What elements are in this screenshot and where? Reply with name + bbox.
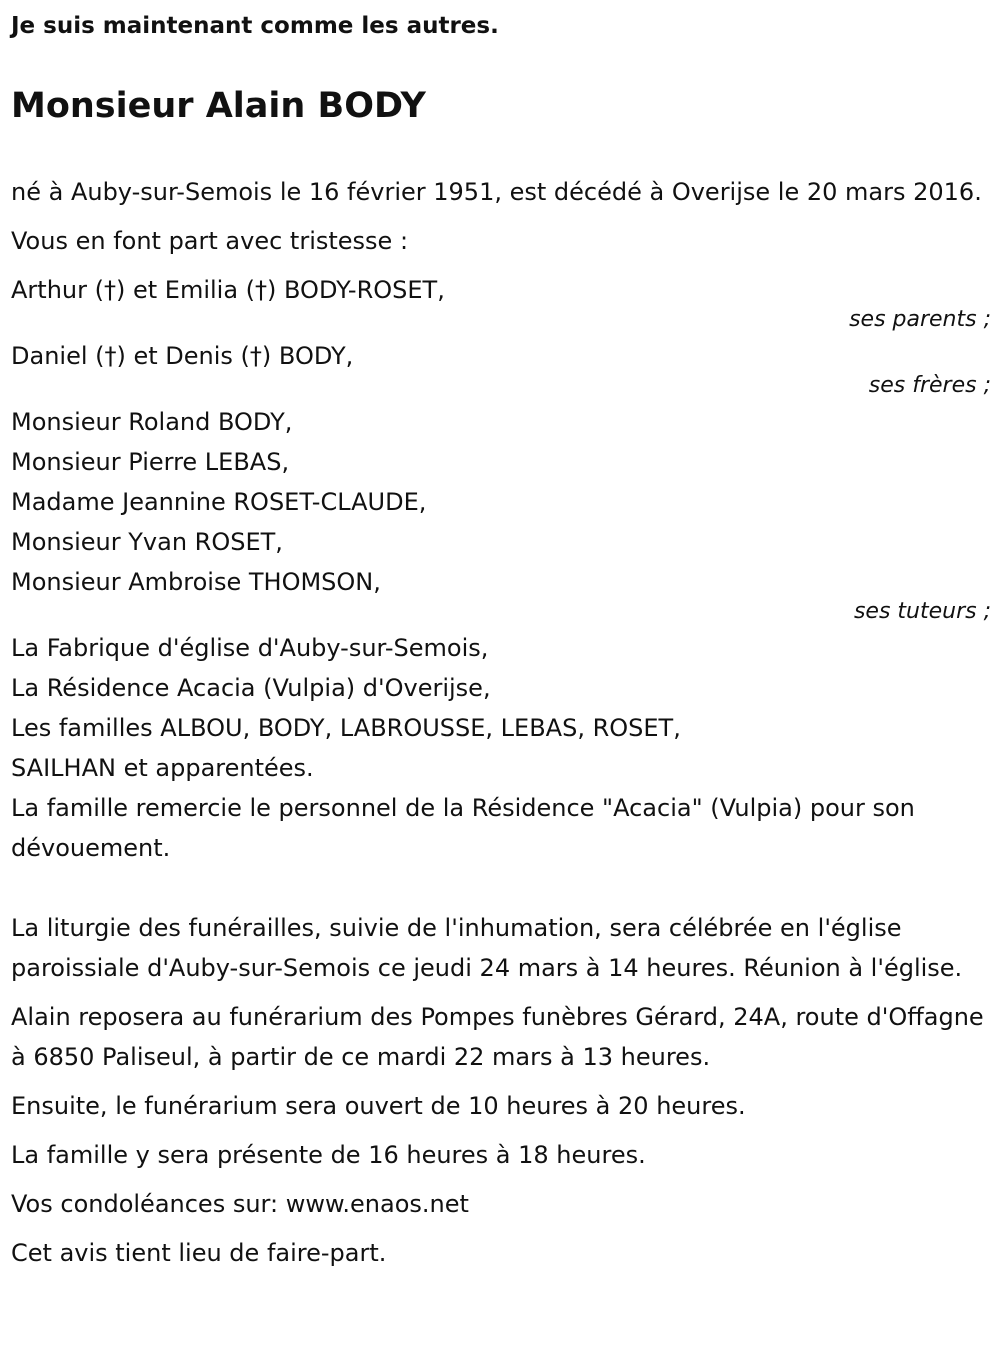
- condolences-paragraph: Vos condoléances sur: www.enaos.net: [11, 1190, 469, 1218]
- epigraph-quote: Je suis maintenant comme les autres.: [11, 13, 499, 39]
- parents-role: ses parents ;: [849, 307, 991, 332]
- notice-paragraph: Cet avis tient lieu de faire-part.: [11, 1239, 387, 1267]
- tutor-line: Monsieur Yvan ROSET,: [11, 528, 283, 556]
- funerarium-paragraph: Alain reposera au funérarium des Pompes funèbres Gérard, 24A, route d'Offagne à 6850 Paliseul, à partir de ce mardi 22 mars à 13 heures.: [11, 1003, 984, 1071]
- other-mourner-line: Les familles ALBOU, BODY, LABROUSSE, LEBAS, ROSET,: [11, 714, 681, 742]
- other-mourner-line: La Résidence Acacia (Vulpia) d'Overijse,: [11, 674, 491, 702]
- opening-hours-paragraph: Ensuite, le funérarium sera ouvert de 10 heures à 20 heures.: [11, 1092, 746, 1120]
- family-presence-paragraph: La famille y sera présente de 16 heures à 18 heures.: [11, 1141, 646, 1169]
- obituary-body: [11, 172, 991, 1273]
- other-mourner-line: La Fabrique d'église d'Auby-sur-Semois,: [11, 634, 489, 662]
- tutor-line: Monsieur Ambroise THOMSON,: [11, 568, 381, 596]
- parents-names: Arthur (†) et Emilia (†) BODY-ROSET,: [11, 276, 445, 304]
- deceased-name: Monsieur Alain BODY: [11, 86, 426, 126]
- tutors-role: ses tuteurs ;: [853, 599, 991, 624]
- brothers-names: Daniel (†) et Denis (†) BODY,: [11, 342, 354, 370]
- brothers-role: ses frères ;: [868, 373, 991, 398]
- liturgy-paragraph: La liturgie des funérailles, suivie de l'inhumation, sera célébrée en l'église paroissiale d'Auby-sur-Semois ce jeudi 24 mars à 14 heures. Réunion à l'église.: [11, 914, 963, 982]
- tutor-line: Monsieur Pierre LEBAS,: [11, 448, 290, 476]
- birth-death-intro: né à Auby-sur-Semois le 16 février 1951, est décédé à Overijse le 20 mars 2016.: [11, 178, 982, 206]
- announcement-line: Vous en font part avec tristesse :: [11, 227, 409, 255]
- tutor-line: Monsieur Roland BODY,: [11, 408, 293, 436]
- tutor-line: Madame Jeannine ROSET-CLAUDE,: [11, 488, 427, 516]
- thanks-paragraph: La famille remercie le personnel de la Résidence "Acacia" (Vulpia) pour son dévouement.: [11, 794, 915, 862]
- other-mourner-line: SAILHAN et apparentées.: [11, 754, 314, 782]
